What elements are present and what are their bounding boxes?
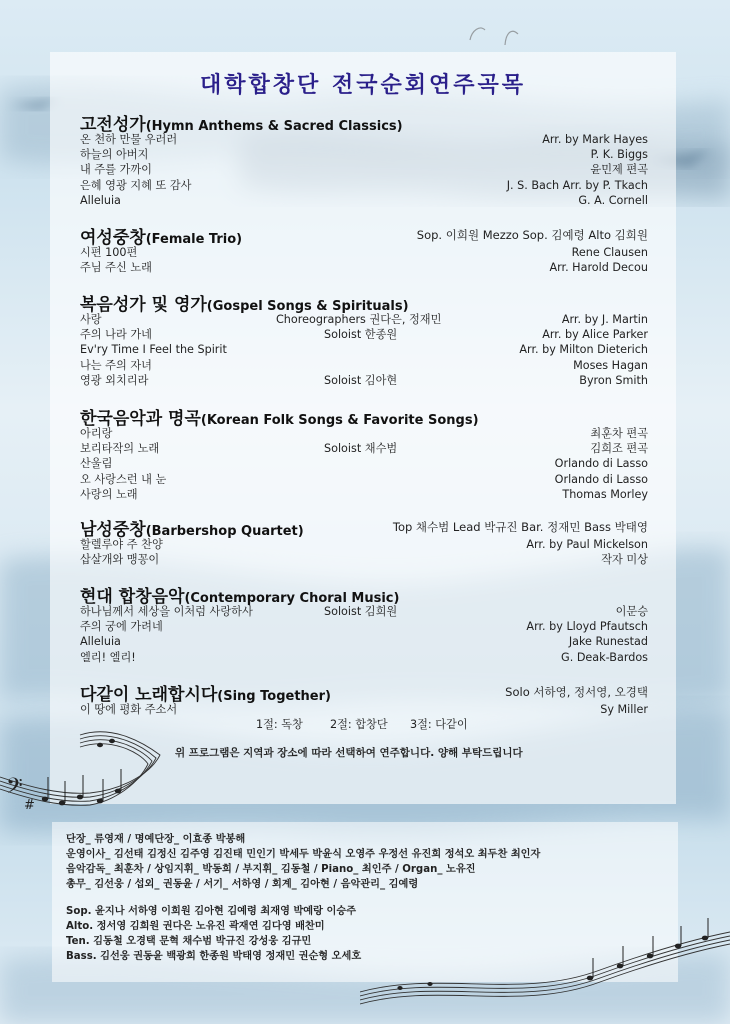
program-row	[80, 456, 648, 471]
composer: P. K. Biggs	[590, 148, 648, 162]
credit-line: 음악감독_ 최훈차 / 상임지휘_ 박동희 / 부지휘_ 김동철 / Piano_ 최인주 / Organ_ 노유진	[66, 864, 476, 875]
section-title-ko: 복음성가 및 영가	[80, 295, 207, 315]
program-row	[80, 441, 648, 456]
section-contemporary-choral	[80, 582, 648, 665]
program-row	[80, 537, 648, 552]
song-title: 이 땅에 평화 주소서	[80, 703, 178, 716]
program-row	[80, 147, 648, 162]
section-title-en: (Korean Folk Songs & Favorite Songs)	[200, 413, 479, 428]
song-title: 주의 궁에 가려네	[80, 620, 163, 634]
section-header	[80, 515, 648, 540]
composer: 윤민제 편곡	[590, 163, 648, 177]
program-row	[80, 426, 648, 441]
song-title: 할렐루야 주 찬양	[80, 538, 163, 551]
section-header	[80, 680, 648, 705]
program-row	[80, 373, 648, 388]
member-line: Bass. 김선웅 권동윤 백광희 한종원 박태영 정재민 권순형 오세호	[66, 951, 362, 962]
composer: Arr. by Alice Parker	[542, 328, 648, 342]
song-title: 나는 주의 자녀	[80, 358, 152, 372]
program-row	[80, 327, 648, 342]
credit-line: 총무_ 김선웅 / 섭외_ 권동윤 / 서기_ 서하영 / 회계_ 김아현 / 음악관리_ 김예령	[66, 879, 419, 890]
composer: Orlando di Lasso	[554, 457, 648, 471]
song-title: 엘리! 엘리!	[80, 650, 136, 664]
performer: Soloist 채수범	[324, 442, 398, 456]
song-title: 삽살개와 맹꽁이	[80, 553, 160, 567]
composer: Thomas Morley	[562, 487, 648, 501]
song-title: 하나님께서 세상을 이처럼 사랑하사	[80, 605, 253, 618]
composer: Moses Hagan	[573, 358, 648, 372]
composer: J. S. Bach Arr. by P. Tkach	[506, 178, 648, 192]
section-title-ko: 고전성가	[80, 115, 146, 135]
composer: Arr. by Mark Hayes	[542, 133, 648, 146]
credits	[66, 832, 666, 964]
performer: Choreographers 권다은, 정재민	[276, 313, 442, 326]
section-header	[80, 404, 648, 429]
section-title-en: (Sing Together)	[217, 689, 331, 704]
credit-line: 운영이사_ 김선태 김정신 김주영 김진태 민인기 박세두 박윤식 오영주 우정선 유진희 정석오 최두찬 최인자	[66, 849, 541, 860]
song-title: Ev'ry Time I Feel the Spirit	[80, 343, 227, 357]
composer: Sy Miller	[600, 703, 648, 716]
music-staff-decoration	[0, 715, 175, 830]
svg-text:#: #	[24, 798, 35, 813]
section-title-ko: 한국음악과 명곡	[80, 409, 201, 429]
program-note: 위 프로그램은 지역과 장소에 따라 선택하여 연주합니다. 양해 부탁드립니다	[175, 747, 523, 759]
page-title: 대학합창단 전국순회연주곡목	[200, 73, 526, 98]
section-title-en: (Barbershop Quartet)	[145, 524, 304, 539]
performer: Soloist 김아현	[324, 373, 398, 387]
composer: 최훈차 편곡	[590, 427, 648, 440]
composer: Byron Smith	[579, 373, 648, 387]
program-row	[80, 342, 648, 357]
composer: Rene Clausen	[571, 246, 648, 259]
composer: 작자 미상	[601, 553, 648, 567]
song-title: 주의 나라 가네	[80, 328, 152, 342]
composer: Arr. by J. Martin	[561, 313, 648, 326]
song-title: 온 천하 만물 우러러	[80, 133, 178, 146]
song-title: 시편 100편	[80, 246, 138, 259]
composer: Arr. Harold Decou	[549, 261, 648, 275]
composer: G. Deak-Bardos	[561, 650, 648, 664]
program-row	[80, 552, 648, 567]
song-title: 오 사랑스런 내 눈	[80, 472, 167, 486]
program-row	[80, 487, 648, 502]
section-header	[80, 110, 648, 135]
performers: Solo 서하영, 정서영, 오경택	[505, 685, 648, 699]
section-title-ko: 다같이 노래합시다	[80, 685, 218, 705]
section-header	[80, 582, 648, 607]
section-title-en: (Female Trio)	[145, 232, 243, 247]
song-title: 주님 주신 노래	[80, 261, 152, 275]
program-row	[80, 358, 648, 373]
section-header	[80, 223, 648, 248]
composer: Jake Runestad	[568, 635, 648, 649]
member-line: Ten. 김동철 오경택 문혁 채수범 박규진 강성웅 김규민	[66, 936, 312, 947]
program-row	[80, 634, 648, 649]
section-hymn-anthems	[80, 110, 648, 208]
song-title: 산울림	[80, 457, 113, 471]
composer: G. A. Cornell	[578, 193, 648, 207]
song-title: Alleluia	[80, 635, 121, 649]
performers: Top 채수범 Lead 박규진 Bar. 정재민 Bass 박태영	[392, 520, 648, 534]
section-title-en: (Hymn Anthems & Sacred Classics)	[145, 119, 403, 134]
section-title-ko: 여성중창	[80, 228, 146, 248]
program-row	[80, 260, 648, 275]
song-title: 영광 외치리라	[80, 373, 149, 387]
section-title-en: (Contemporary Choral Music)	[184, 591, 400, 606]
section-barbershop-quartet	[80, 515, 648, 567]
section-title-ko: 남성중창	[80, 520, 146, 540]
section-gospel-spirituals	[80, 290, 648, 388]
song-title: 하늘의 아버지	[80, 148, 149, 162]
credit-line: 단장_ 류영재 / 명예단장_ 이효종 박봉해	[66, 834, 246, 845]
song-title: 아리랑	[80, 427, 113, 440]
section-title-ko: 현대 합창음악	[80, 587, 185, 607]
composer: Arr. by Paul Mickelson	[526, 538, 648, 551]
song-title: Alleluia	[80, 193, 121, 207]
song-title: 내 주를 가까이	[80, 163, 152, 177]
song-title: 보리타작의 노래	[80, 442, 160, 456]
verse-1: 1절: 독창	[256, 718, 303, 732]
member-line: Alto. 정서영 김희원 권다은 노유진 곽재연 김다영 배찬미	[66, 921, 325, 932]
composer: Orlando di Lasso	[554, 472, 648, 486]
composer: Arr. by Lloyd Pfautsch	[526, 620, 648, 634]
performer: Soloist 김희원	[324, 605, 398, 618]
svg-text:𝄢: 𝄢	[6, 774, 23, 804]
program-row	[80, 650, 648, 665]
performers: Sop. 이희원 Mezzo Sop. 김예령 Alto 김희원	[416, 228, 648, 242]
composer: 이문승	[615, 605, 648, 618]
section-header	[80, 290, 648, 315]
program-row	[80, 619, 648, 634]
program-row	[80, 604, 648, 619]
verse-3: 3절: 다같이	[410, 718, 468, 732]
program-row	[80, 245, 648, 260]
song-title: 사랑의 노래	[80, 487, 138, 501]
verse-2: 2절: 합창단	[330, 718, 388, 732]
performer: Soloist 한종원	[324, 328, 398, 342]
program-row	[80, 162, 648, 177]
section-korean-folk	[80, 404, 648, 502]
program-row	[80, 178, 648, 193]
song-title: 은혜 영광 지혜 또 감사	[80, 178, 192, 192]
member-line: Sop. 윤지나 서하영 이희원 김아현 김예령 최재영 박예랑 이승주	[66, 906, 357, 917]
program-row	[80, 472, 648, 487]
program-row	[80, 312, 648, 327]
program-row	[80, 132, 648, 147]
composer: Arr. by Milton Dieterich	[519, 343, 648, 357]
program-row	[80, 193, 648, 208]
song-title: 사랑	[80, 313, 102, 326]
section-title-en: (Gospel Songs & Spirituals)	[206, 299, 409, 314]
composer: 김희조 편곡	[590, 442, 648, 456]
section-female-trio	[80, 223, 648, 275]
